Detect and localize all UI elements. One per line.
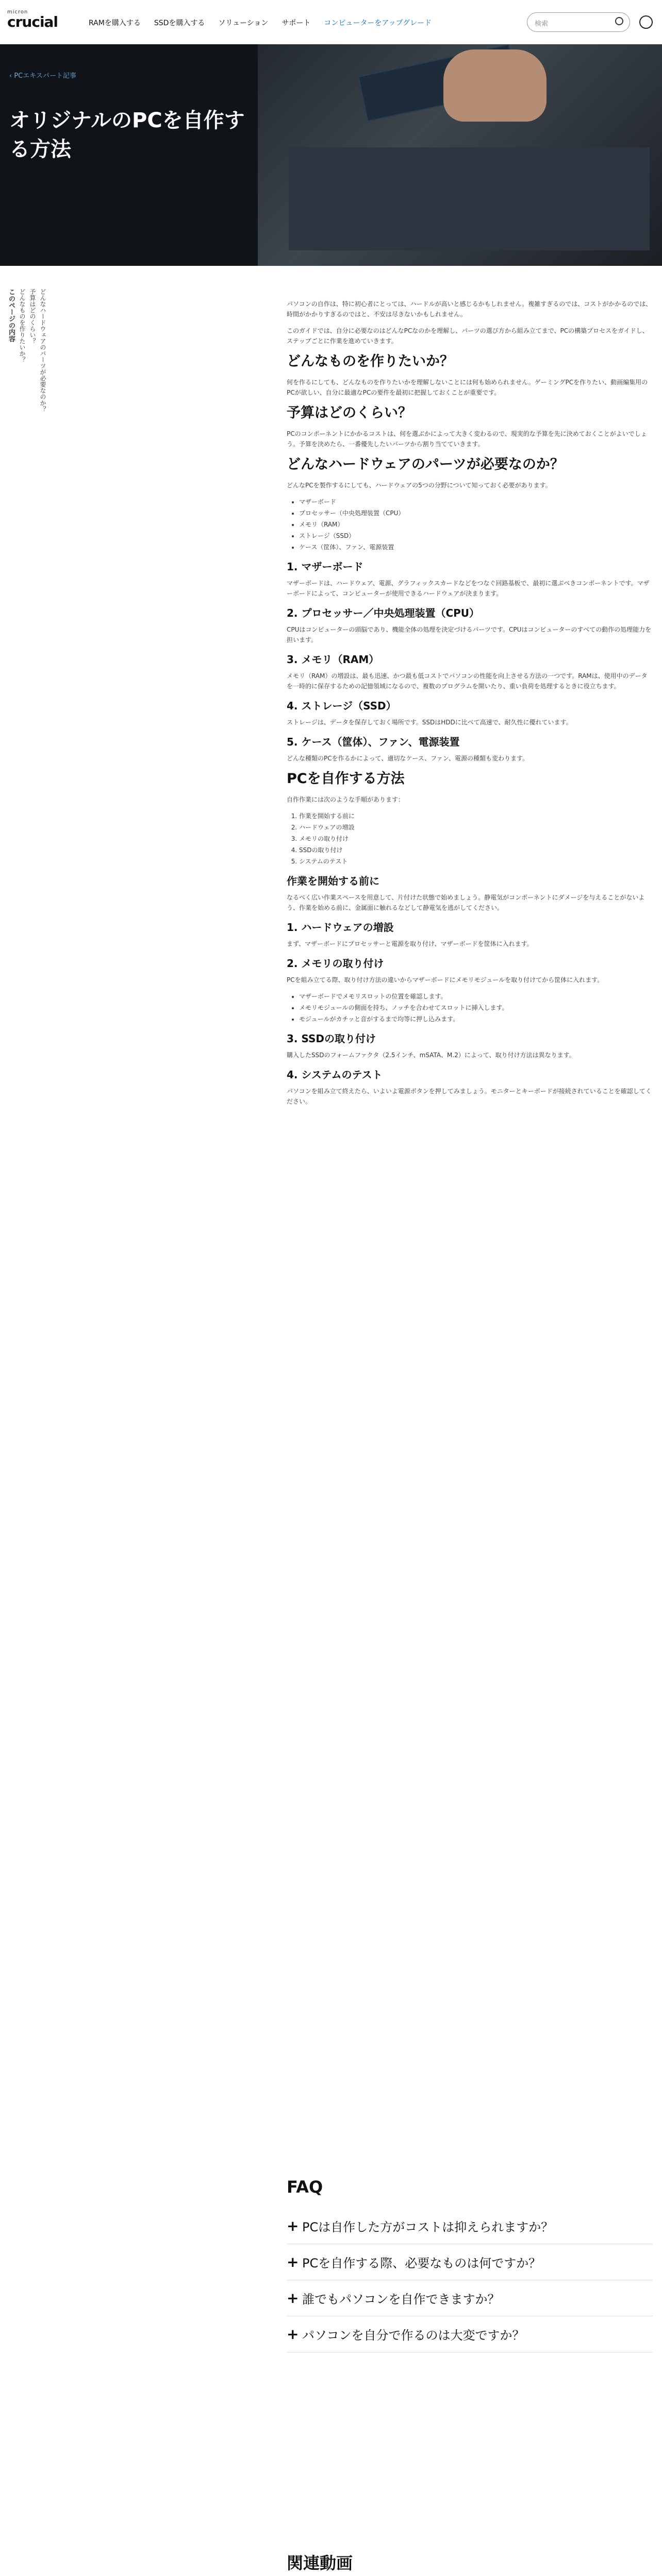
paragraph: 購入したSSDのフォームファクタ（2.5インチ、mSATA、M.2）によって、取り付け方法は異なります。 bbox=[287, 1052, 575, 1059]
subheading-ram: 3. メモリ（RAM） bbox=[287, 653, 379, 666]
hero-hand-graphic bbox=[443, 49, 547, 122]
paragraph: ストレージは、データを保存しておく場所です。SSDはHDDに比べて高速で、耐久性に優れています。 bbox=[287, 719, 572, 726]
list-item: 1. 作業を開始する前に bbox=[299, 811, 653, 821]
subheading-case: 5. ケース（筐体）、ファン、電源装置 bbox=[287, 736, 460, 748]
list-item: • ストレージ（SSD） bbox=[299, 531, 653, 541]
list-item: • マザーボードでメモリスロットの位置を確認します。 bbox=[299, 991, 653, 1002]
list-item: • マザーボード bbox=[299, 497, 653, 507]
plus-icon: + bbox=[287, 2253, 299, 2270]
search-icon[interactable] bbox=[615, 17, 623, 25]
section-heading-want: どんなものを作りたいか？ bbox=[287, 353, 454, 369]
paragraph: パソコンを組み立て終えたら、いよいよ電源ボタンを押してみましょう。モニターとキーボードが接続されていることを確認してください。 bbox=[287, 1088, 652, 1105]
list-item: • モジュールがカチッと音がするまで均等に押し込みます。 bbox=[299, 1014, 653, 1024]
paragraph: まず、マザーボードにプロセッサーと電源を取り付け、マザーボードを筐体に入れます。 bbox=[287, 940, 533, 947]
list-item: • プロセッサー（中央処理装置（CPU） bbox=[299, 508, 653, 518]
paragraph: なるべく広い作業スペースを用意して、片付けた状態で始めましょう。静電気がコンポーネントにダメージを与えることがないよう、作業を始める前に、金属面に触れるなどして静電気を逃がしてください。 bbox=[287, 894, 645, 911]
list-item: • ケース（筐体）、ファン、電源装置 bbox=[299, 542, 653, 552]
hero-banner bbox=[0, 44, 662, 266]
section-heading-parts: どんなハードウェアのパーツが必要なのか？ bbox=[287, 456, 564, 472]
related-video-title: 関連動画 bbox=[287, 2553, 353, 2573]
site-header bbox=[0, 0, 662, 44]
subheading-test: 4. システムのテスト bbox=[287, 1069, 383, 1081]
intro-paragraph: パソコンの自作は、特に初心者にとっては、ハードルが高いと感じるかもしれません。複雑すぎるのでは、コストがかかるのでは、時間がかかりすぎるのではと、不安は尽きないかもしれません。 bbox=[287, 300, 652, 318]
faq-title: FAQ bbox=[287, 2177, 323, 2197]
list-item: 4. SSDの取り付け bbox=[299, 845, 653, 855]
paragraph: メモリ（RAM）の増設は、最も迅速、かつ最も低コストでパソコンの性能を向上させる方法の一つです。RAMは、使用中のデータを一時的に保存するための記憶領域になるので、複数のプログラムを開いたり、重い負荷を処理するときに役立ちます。 bbox=[287, 672, 648, 690]
paragraph: どんなPCを製作するにしても、ハードウェアの5つの分野について知っておく必要があります。 bbox=[287, 482, 552, 489]
nav-item-buy-ram[interactable]: RAMを購入する bbox=[89, 19, 141, 27]
toc-item-want[interactable]: どんなものを作りたいか？ bbox=[19, 289, 26, 363]
faq-item[interactable]: + パソコンを自分で作るのは大変ですか？ bbox=[287, 2316, 653, 2352]
list-item: 5. システムのテスト bbox=[299, 856, 653, 867]
hero-motherboard-graphic bbox=[289, 147, 650, 250]
logo-small-text: micron bbox=[7, 9, 28, 15]
list-item: • メモリモジュールの側面を持ち、ノッチを合わせてスロットに挿入します。 bbox=[299, 1003, 653, 1013]
section-heading-budget: 予算はどのくらい？ bbox=[287, 405, 412, 421]
search-placeholder: 検索 bbox=[535, 20, 549, 28]
main-nav bbox=[89, 18, 432, 28]
plus-icon: + bbox=[287, 2217, 299, 2234]
faq-item[interactable]: + 誰でもパソコンを自作できますか？ bbox=[287, 2280, 653, 2316]
faq-item[interactable]: + PCを自作する際、必要なものは何ですか？ bbox=[287, 2244, 653, 2280]
faq-section bbox=[287, 2177, 653, 2352]
article-body bbox=[287, 299, 653, 1113]
paragraph: 自作作業には次のような手順があります： bbox=[287, 796, 405, 803]
subheading-hardware: 1. ハードウェアの増設 bbox=[287, 921, 394, 934]
toc-item-budget[interactable]: 予算はどのくらい？ bbox=[29, 289, 36, 344]
paragraph: PCを組み立てる際、取り付け方法の違いからマザーボードにメモリモジュールを取り付けてから筐体に入れます。 bbox=[287, 976, 604, 984]
toc-title: このページの内容 bbox=[7, 289, 15, 342]
nav-item-support[interactable]: サポート bbox=[282, 19, 311, 27]
logo-big-text: crucial bbox=[7, 13, 58, 30]
subheading-motherboard: 1. マザーボード bbox=[287, 561, 363, 573]
list-item: • メモリ（RAM） bbox=[299, 519, 653, 530]
faq-item[interactable]: + PCは自作した方がコストは抑えられますか？ bbox=[287, 2208, 653, 2244]
subheading-ssd-install: 3. SSDの取り付け bbox=[287, 1032, 376, 1045]
breadcrumb-back-link[interactable]: ‹ PCエキスパート記事 bbox=[9, 72, 77, 80]
build-steps-list bbox=[299, 811, 653, 867]
plus-icon: + bbox=[287, 2290, 299, 2307]
paragraph: マザーボードは、ハードウェア、電源、グラフィックスカードなどをつなぐ回路基板で、最初に選ぶべきコンポーネントです。マザーボードによって、コンピューターが使用できるハードウェアが決まります。 bbox=[287, 580, 650, 597]
plus-icon: + bbox=[287, 2326, 299, 2343]
user-account-icon[interactable] bbox=[639, 15, 653, 29]
crucial-logo[interactable] bbox=[7, 9, 58, 29]
list-item: 2. ハードウェアの増設 bbox=[299, 822, 653, 833]
intro-paragraph: このガイドでは、自分に必要なのはどんなPCなのかを理解し、パーツの選び方から組み立てまで、PCの構築プロセスをガイドし、ステップごとに作業を進めていきます。 bbox=[287, 327, 649, 345]
toc-item-parts[interactable]: どんなハードウェアのパーツが必要なのか？ bbox=[39, 289, 46, 412]
subheading-cpu: 2. プロセッサー／中央処理装置（CPU） bbox=[287, 607, 480, 619]
chevron-left-icon: ‹ bbox=[9, 72, 14, 80]
nav-item-upgrade[interactable]: コンピューターをアップグレード bbox=[324, 19, 432, 27]
nav-item-solutions[interactable]: ソリューション bbox=[218, 19, 269, 27]
table-of-contents bbox=[0, 289, 46, 711]
search-input[interactable] bbox=[527, 12, 630, 32]
section-heading-build: PCを自作する方法 bbox=[287, 771, 405, 787]
paragraph: CPUはコンピューターの頭脳であり、機能全体の処理を決定づけるパーツです。CPUはコンピューターのすべての動作の処理能力を担います。 bbox=[287, 626, 652, 643]
paragraph: 何を作るにしても、どんなものを作りたいかを理解しないことには何も始められません。ゲーミングPCを作りたい、動画編集用のPCが欲しい、自分に最適なPCの要件を最初に把握しておくことが重要です。 bbox=[287, 379, 648, 396]
parts-list bbox=[299, 497, 653, 552]
nav-item-buy-ssd[interactable]: SSDを購入する bbox=[154, 19, 205, 27]
subheading-ssd: 4. ストレージ（SSD） bbox=[287, 700, 396, 712]
paragraph: どんな種類のPCを作るかによって、適切なケース、ファン、電源の種類も変わります。 bbox=[287, 755, 528, 762]
memory-steps-list bbox=[299, 991, 653, 1024]
subheading-memory-install: 2. メモリの取り付け bbox=[287, 957, 384, 970]
list-item: 3. メモリの取り付け bbox=[299, 834, 653, 844]
page-title: オリジナルのPCを自作する方法 bbox=[9, 109, 245, 161]
subheading-before: 作業を開始する前に bbox=[287, 875, 379, 887]
paragraph: PCのコンポーネントにかかるコストは、何を選ぶかによって大きく変わるので、現実的な予算を先に決めておくことがよいでしょう。予算を決めたら、一番優先したいパーツから割り当てていきます。 bbox=[287, 430, 647, 448]
